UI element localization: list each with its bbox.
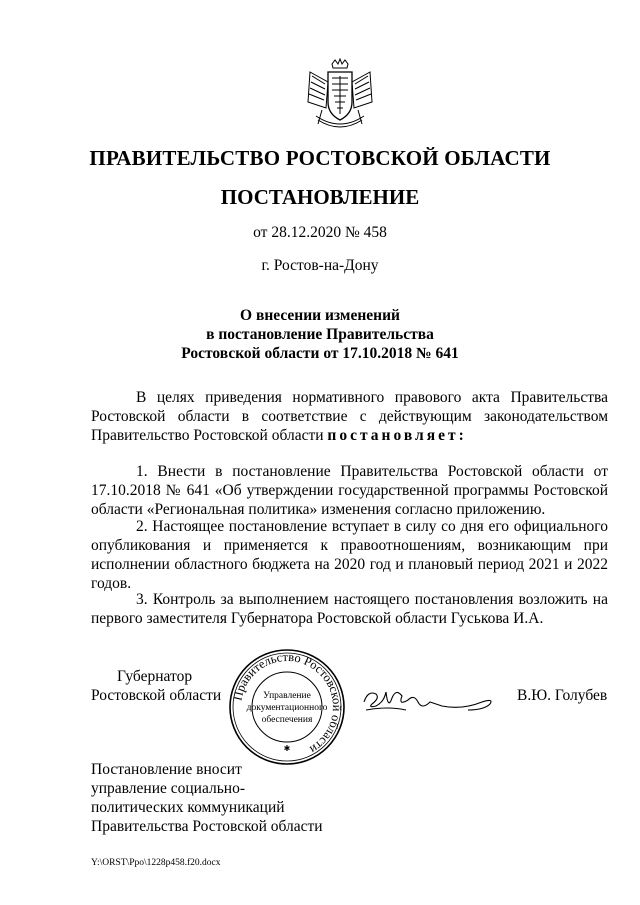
document-subject (0, 306, 640, 363)
item-2-paragraph: 2. Настоящее постановление вступает в силу со дня его официального опубликования и применяется к правоотношениям, возникающим при исполнении областного бюджета на 2020 год и плановый период 2021 и 2022 годов. (91, 518, 608, 592)
svg-text:✱: ✱ (283, 744, 291, 753)
stamp-inner-line-3: обеспечения (261, 715, 313, 725)
preamble-text: В целях приведения нормативного правового акта Правительства Ростовской области в соответствие с действующим законодательством Правительство Ростовской области (91, 389, 608, 444)
submitter-line-3: политических коммуникаций (91, 799, 285, 816)
handwritten-signature (358, 680, 498, 720)
document-city: г. Ростов-на-Дону (261, 257, 379, 274)
subject-line-3: Ростовской области от 17.10.2018 № 641 (181, 345, 459, 362)
preamble-paragraph (91, 388, 608, 445)
signatory-title-line-1: Губернатор (117, 668, 193, 685)
coat-of-arms-emblem (298, 58, 382, 134)
item-3-paragraph: 3. Контроль за выполнением настоящего постановления возложить на первого заместителя Губернатора Ростовской области Гуськова И.А. (91, 591, 608, 627)
government-title: ПРАВИТЕЛЬСТВО РОСТОВСКОЙ ОБЛАСТИ (89, 146, 551, 170)
file-path-footer: Y:\ORST\Ppo\1228p458.f20.docx (91, 858, 221, 868)
submitter-line-2: управление социально- (91, 780, 245, 797)
document-date-number: от 28.12.2020 № 458 (253, 224, 387, 241)
item-1-paragraph: 1. Внести в постановление Правительства Ростовской области от 17.10.2018 № 641 «Об утверждении государственной программы Ростовской области «Региональная политика» изменения согласно приложению. (91, 463, 608, 518)
signatory-title (91, 667, 221, 705)
decree-word: постановляет: (327, 427, 467, 444)
submitter-line-1: Постановление вносит (91, 761, 242, 778)
signatory-title-line-2: Ростовской области (91, 687, 222, 704)
subject-line-1: О внесении изменений (240, 307, 400, 324)
submitter-block (91, 760, 323, 836)
subject-line-2: в постановление Правительства (206, 326, 434, 343)
stamp-outer-text: Правительство Ростовской области (230, 649, 345, 757)
document-type-title: ПОСТАНОВЛЕНИЕ (220, 185, 420, 209)
submitter-line-4: Правительства Ростовской области (91, 818, 323, 835)
stamp-inner-line-1: Управление (263, 691, 311, 701)
stamp-inner-line-2: документационного (246, 703, 328, 713)
signatory-name: В.Ю. Голубев (517, 687, 608, 704)
official-stamp (228, 648, 346, 766)
